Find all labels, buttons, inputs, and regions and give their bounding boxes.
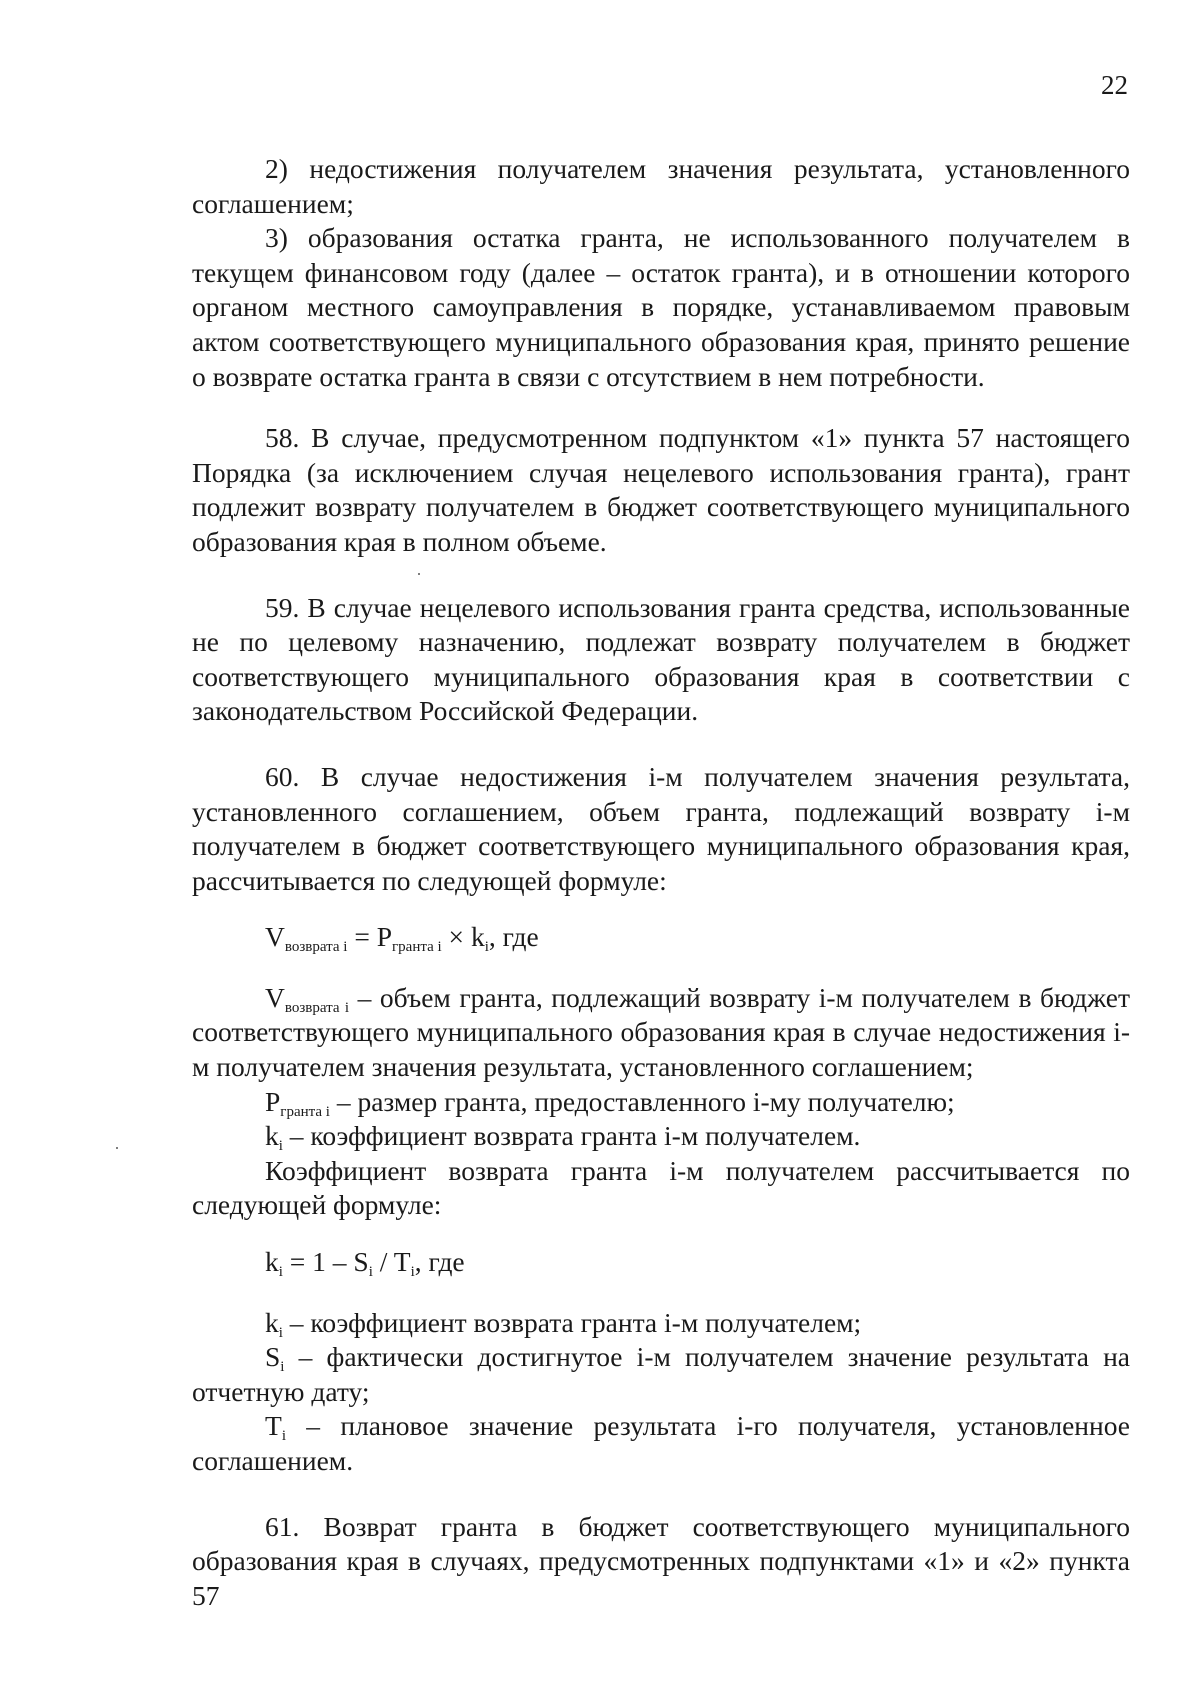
formula2-s-subscript: i bbox=[368, 1264, 373, 1281]
formula2-mid: = 1 – S bbox=[282, 1246, 369, 1278]
formula-coefficient bbox=[192, 1245, 1130, 1280]
definition-s-actual bbox=[192, 1340, 1130, 1409]
paragraph-57-item-3: 3) образования остатка гранта, не использованного получателем в текущем финансовом году (далее – остаток гранта), и в отношении которого органом местного самоуправления в порядке, устанавливаемом правовым актом соответствующего муниципального образования края, принято решение о возврате остатка гранта в связи с отсутствием в нем потребности. bbox=[192, 222, 1130, 392]
definition-p-grant bbox=[192, 1085, 1130, 1120]
def2-t-subscript: i bbox=[281, 1428, 286, 1445]
paragraph-57-item-2: 2) недостижения получателем значения результата, установленного соглашением; bbox=[192, 153, 1130, 219]
scan-speck bbox=[418, 573, 420, 575]
formula-k-symbol: k bbox=[470, 921, 485, 953]
formula2-k-subscript: i bbox=[278, 1264, 283, 1281]
def2-s-text: – фактически достигнутое i-м получателем значение результата на отчетную дату; bbox=[192, 1341, 1130, 1407]
formula2-k-symbol: k bbox=[265, 1246, 279, 1278]
formula2-div: / T bbox=[372, 1246, 411, 1278]
def-k-subscript: i bbox=[278, 1138, 283, 1155]
scan-speck bbox=[116, 1147, 118, 1149]
paragraph-60: 60. В случае недостижения i-м получателем значения результата, установленного соглашением, объем гранта, подлежащий возврату i-м получателем в бюджет соответствующего муниципального образования края, рассчитывается по следующей формуле: bbox=[192, 760, 1130, 896]
def-k-symbol: k bbox=[265, 1120, 279, 1152]
definition-k-second bbox=[192, 1306, 1130, 1341]
document-body bbox=[192, 152, 1130, 1613]
def-k-text: – коэффициент возврата гранта i-м получателем. bbox=[282, 1120, 861, 1152]
page-number: 22 bbox=[1101, 70, 1128, 100]
formula-v-symbol: V bbox=[265, 921, 285, 953]
def-v-symbol: V bbox=[265, 981, 285, 1013]
def-p-subscript: гранта i bbox=[280, 1103, 330, 1120]
def2-k-subscript: i bbox=[278, 1324, 283, 1341]
def-p-symbol: P bbox=[265, 1085, 281, 1117]
formula-k-subscript: i bbox=[484, 939, 489, 956]
formula2-tail: , где bbox=[414, 1246, 465, 1278]
formula-p-subscript: гранта i bbox=[392, 939, 442, 956]
def-v-subscript: возврата i bbox=[284, 999, 350, 1016]
coefficient-intro: Коэффициент возврата гранта i-м получателем рассчитывается по следующей формуле: bbox=[192, 1154, 1130, 1221]
def-p-text: – размер гранта, предоставленного i-му получателю; bbox=[329, 1085, 955, 1117]
formula-return-volume bbox=[192, 920, 1130, 955]
definition-v-return bbox=[192, 981, 1130, 1085]
def2-t-text: – плановое значение результата i-го получателя, установленное соглашением. bbox=[192, 1410, 1130, 1476]
def2-k-symbol: k bbox=[265, 1306, 279, 1338]
def2-s-symbol: S bbox=[265, 1341, 281, 1373]
formula-times: × bbox=[441, 921, 471, 953]
paragraph-58: 58. В случае, предусмотренном подпунктом «1» пункта 57 настоящего Порядка (за исключением случая нецелевого использования гранта), грант подлежит возврату получателем в бюджет соответствующего муниципального образования края в полном объеме. bbox=[192, 422, 1130, 557]
formula2-t-subscript: i bbox=[410, 1264, 415, 1281]
def-v-text: – объем гранта, подлежащий возврату i-м получателем в бюджет соответствующего муниципального образования края в случае недостижения i-м получателем значения результата, установленного соглашением; bbox=[192, 981, 1130, 1083]
def2-t-symbol: T bbox=[265, 1410, 282, 1442]
definition-k-coefficient bbox=[192, 1119, 1130, 1154]
def2-s-subscript: i bbox=[280, 1359, 285, 1376]
paragraph-59: 59. В случае нецелевого использования гранта средства, использованные не по целевому назначению, подлежат возврату получателем в бюджет соответствующего муниципального образования края в соответствии с законодательством Российской Федерации. bbox=[192, 591, 1130, 727]
def2-k-text: – коэффициент возврата гранта i-м получателем; bbox=[282, 1306, 862, 1338]
formula-p-symbol: P bbox=[376, 921, 393, 953]
definition-t-planned bbox=[192, 1409, 1130, 1478]
formula-equals: = bbox=[347, 921, 377, 953]
paragraph-61: 61. Возврат гранта в бюджет соответствующего муниципального образования края в случаях, предусмотренных подпунктами «1» и «2» пункта 57 bbox=[192, 1510, 1130, 1611]
formula-tail: , где bbox=[488, 921, 539, 953]
formula-v-subscript: возврата i bbox=[284, 939, 348, 956]
